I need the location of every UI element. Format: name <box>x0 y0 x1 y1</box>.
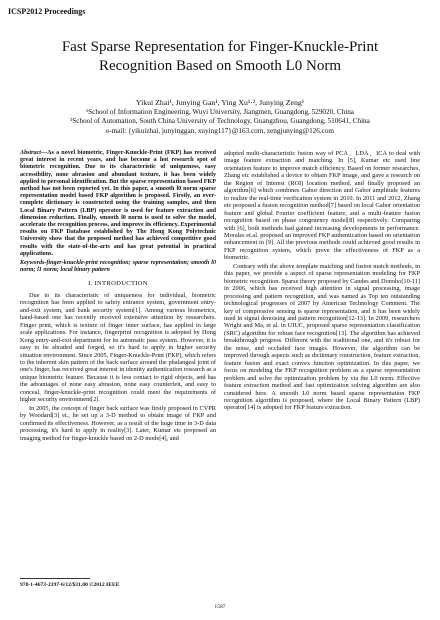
abstract-label: Abstract <box>20 150 41 156</box>
proceedings-header: ICSP2012 Proceedings <box>8 7 86 16</box>
affiliation-1: ¹School of Information Engineering, Wuyi University, Jiangmen, Guangdong, 529020, China <box>86 108 354 117</box>
intro-paragraph: Contrary with the above template matching and fusion match methods, in this paper, we provide a aspect of sparse representation modeling for FKP biometric recognition. Sparse theory proposed by Candes and Donoho[10-11] in 2006, which has received high attention in signal processing, image processing and pattern recognition, and was named as Top ten outstanding technological progresses of 2007 by American Technology Comment. The key of compressive sensing is sparse representation, and it has been widely used in signal denoising and pattern recognition[12-13]. In 2009, researchers Wright and Ma, et al. in UIUC, proposed sparse representation classification (SRC) algorithm for robust face recognition[13]. The algorithm has achieved breakthrough progress. Different with the traditional one, and it's robust for the noise, and occluded face images. However, the algorithm can be improved through aspects such as dictionary construction, feature extraction, feature fusion and exact convex function optimization. In this paper, we focus on modeling the FKP recognition problem as a sparse representation problem and solve the optimization problem by via the L0 norm. Effective feature extraction method and fast optimization solving algorithm are also considered here. A smooth L0 norm based sparse representation FKP recognition algorithm is proposed, where the Local Binary Pattern (LBP) operator[14] is adopted for FKP feature extraction. <box>224 262 420 412</box>
intro-paragraph: adopted multi-characteristic fusion way of PCA、LDA、ICA to deal with image feature extraction and matching. In [5], Kumar etc used line orientation feature to improve match efficiency. Based on former researches, Zhang etc established a device to obtain FKP image, and gave a research on the Region of Interest (ROI) location method, and finally proposed an algorithm[6] which combines Gabor direction and Gabor amplitude features to realize the real-time verification system in 2010. In 2011 and 2012, Zhang etc proposed a fusion recognition method[7] based on local Gabor orientation feature and global Fourier coefficient feature, and a multi-feature fusion recognition based on phase congruency model[8] respectively. Comparing with [6], both methods had gained increasing developments in performance. Morales et.al. proposed an improved FKP authentication based on orientation enhancement in [9]. All the previous methods could achieved good results in FKP recognition system, which prove the effectiveness of FKP as a biometric. <box>224 150 420 262</box>
abstract <box>20 150 216 258</box>
title-line-2: Recognition Based on Smooth L0 Norm <box>98 58 342 74</box>
keywords: Keywords-finger-knuckle-print recognition; sparse representation; smooth l0 norm; l1 norm; local binary pattern <box>20 260 216 274</box>
footer-divider <box>20 578 90 579</box>
author-block <box>30 98 410 136</box>
intro-paragraph: Due to its characteristic of uniqueness for individual, biometric recognition has been applied to safety entrance system, government entry-and-exit system, and bank security system[1]. Among various biometrics, hand-based one has recently received extensive attention by researchers. Finger print, which is texture of finger inner surface, has applied in large scale applications. For instance, fingerprint recognition is adopted by Hong Kong entry-and-exit department for its automatic pass system. However, it is easy to be abraded and forged, so it's hard to apply in higher security situation environment. Since 2005, Finger-Knuckle-Print (FKP), which refers to the inherent skin pattern of the back surface around the phalangeal joint of one's finger, has received great interest in identity authentication research as a unique biometric feature. Because it is less contact to rigid objects, and has the advantages of none easy abrasion, none easy counterfeit, and easy to conceal, finger-knuckle-print recognition could meet the requirements of higher security environment[2]. <box>20 291 217 404</box>
affiliation-2: ²School of Automation, South China University of Technology, Guangzhou, Guangdong, 510641, China <box>70 117 370 126</box>
left-column <box>20 150 216 443</box>
title-line-1: Fast Sparse Representation for Finger-Knuckle-Print <box>61 39 379 55</box>
author-email: e-mail: {yikuizhai, junyinggan, xuying117}@163.com, zengjunying@126.com <box>105 126 335 135</box>
author-names: Yikui Zhai¹, Junying Gan¹, Ying Xu¹·², Junying Zeng¹ <box>135 98 305 107</box>
right-column <box>224 150 420 413</box>
section-heading-introduction: I. INTRODUCTION <box>88 280 148 288</box>
intro-paragraph: In 2005, the concept of finger back surface was firstly proposed in CVPR by Woodard[3] et., he set up a 3-D method to obtain image of FKP and confirmed its effectiveness. However, as a result of the huge time in 3-D data processing, it's hard to apply in reality[3]. Later, Kumar etc proposed an imaging method for finger-knuckle based on 2-D mode[4], and <box>20 404 216 442</box>
page-number: 1587 <box>214 604 226 610</box>
paper-title <box>20 38 420 76</box>
isbn-footer: 978-1-4673-2197-6/12/$31.00 ©2012 IEEE <box>20 582 120 588</box>
abstract-text: —As a novel biometric, Finger-Knuckle-Print (FKP) has received great interest in recent years, and has become a hot research spot of biometric recognition. Due to its characteristic of uniqueness, easy accessibility, none abrasion and abundant texture, it has been widely applied to personal identification. But the sparse representation based FKP method has not been reported yet. In this paper, a smooth l0 norm sparse representation model based FKP algorithm is proposed. Firstly, an over-complete dictionary is constructed using the training samples, and then Local Binary Pattern (LBP) operator is used for feature extraction and dimension reduction. Finally, smooth l0 norm is used to solve the model, accelerate the recognition process, and improve its efficiency. Experimental results on FKP Database established by The Hong Kong Polytechnic University show that the proposed method has achieved competitive good results with the state-of-the-arts and has great potential in practical applications. <box>20 150 216 257</box>
